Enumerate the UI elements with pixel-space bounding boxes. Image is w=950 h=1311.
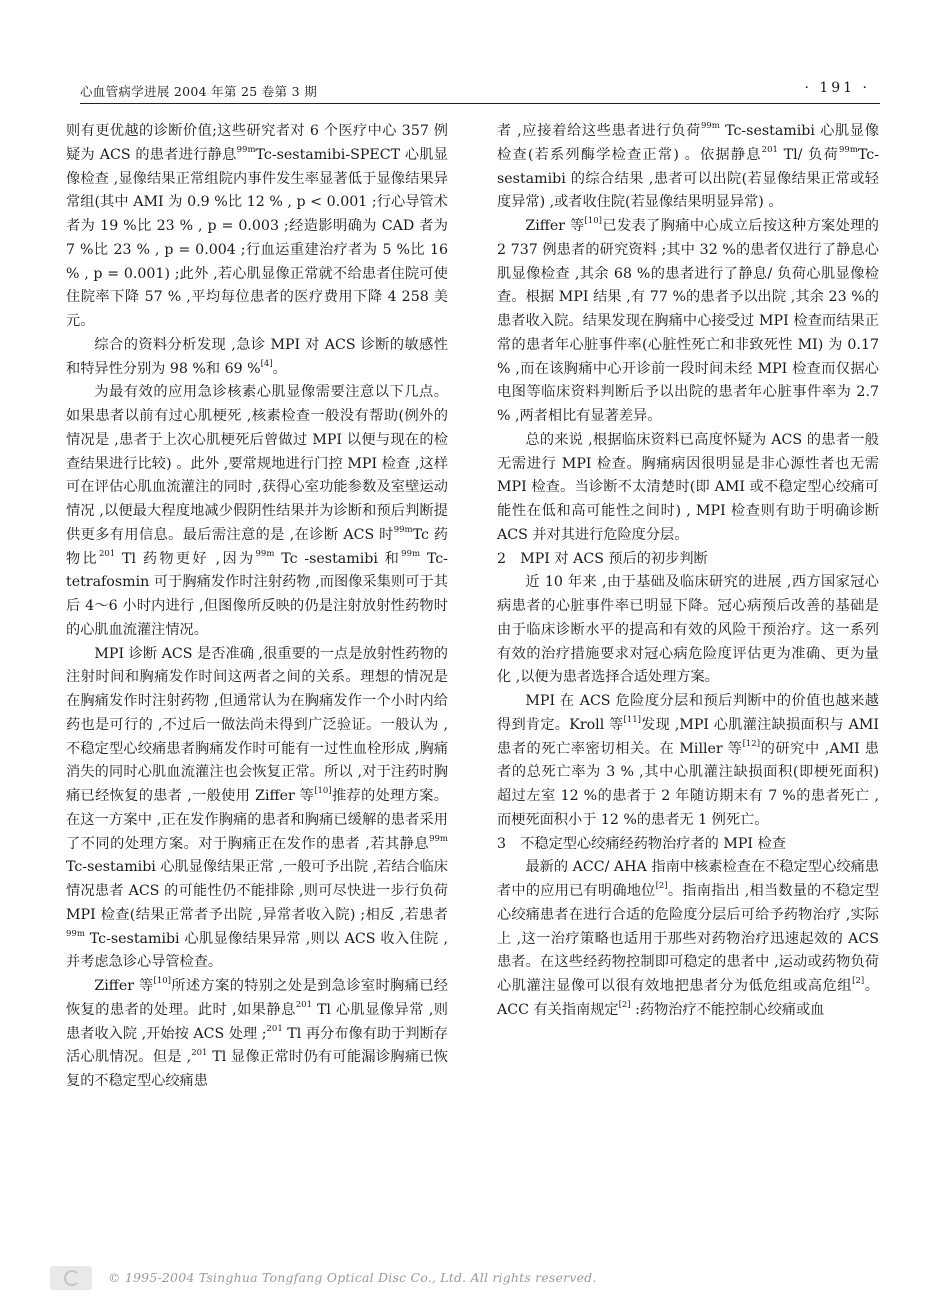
paragraph xyxy=(497,571,879,690)
text-run: 综合的资料分析发现 ,急诊 MPI 对 ACS 诊断的敏感性和特异性分别为 98 %和 69 % xyxy=(66,336,448,377)
text-run: Tc -sestamibi 和 xyxy=(274,550,402,567)
text-run: MPI 在 ACS 危险度分层和预后判断中的价值也越来越得到肯定。Kroll 等 xyxy=(497,693,879,733)
paragraph xyxy=(497,120,879,215)
journal-info: 心血管病学进展 2004 年第 25 卷第 3 期 xyxy=(80,84,318,99)
superscript: 99m xyxy=(839,145,858,156)
text-run: 的研究中 ,AMI 患者的总死亡率为 3 % ,其中心肌灌注缺损面积(即梗死面积) 超过左室 12 %的患者于 2 年随访期末有 7 %的患者死亡 ,而梗死面积小于 12 %的患者无 1 例死亡。 xyxy=(497,740,879,828)
text-run: 最新的 ACC/ AHA 指南中核素检查在不稳定型心绞痛患者中的应用已有明确地位 xyxy=(497,859,879,899)
paragraph xyxy=(66,381,448,642)
text-run: 则有更优越的诊断价值;这些研究者对 6 个医疗中心 357 例疑为 ACS 的患者进行静息 xyxy=(66,123,448,163)
section-heading xyxy=(497,833,879,857)
text-run: :药物治疗不能控制心绞痛或血 xyxy=(630,1001,825,1018)
superscript: 99m xyxy=(236,145,256,156)
text-run: 推荐的处理方案。在这一方案中 ,正在发作胸痛的患者和胸痛已缓解的患者采用了不同的处理方案。对于胸痛正在发作的患者 ,若其静息 xyxy=(66,788,448,852)
text-run: Tl 显像正常时仍有可能漏诊胸痛已恢复的不稳定型心绞痛患 xyxy=(66,1049,448,1089)
paragraph xyxy=(497,429,879,548)
cnki-logo-icon xyxy=(50,1266,92,1290)
superscript: 99m xyxy=(700,121,720,132)
right-column xyxy=(497,120,879,1023)
superscript: 99m xyxy=(429,833,448,844)
text-run: Tl 心肌显像异常 ,则患者收入院 ,开始按 ACS 处理 ; xyxy=(66,1001,448,1042)
text-run: 已发表了胸痛中心成立后按这种方案处理的 2 737 例患者的研究资料 ;其中 32 %的患者仅进行了静息心肌显像检查 ,其余 68 %的患者进行了静息/ 负荷心肌显像检查。根据 MPI 结果 ,有 77 %的患者予以出院 ,其余 23 %的患者收入院。结果发现在胸痛中心接受过 MPI 检查而结果正常的患者年心脏事件率(心脏性死亡和非致死性 MI) 为 0.17 % ,而在该胸痛中心开诊前一段时间未经 MPI 检查而仅据心电图等临床资料判断后予以出院的患者年心脏事件率为 2.7 % ,两者相比有显著差异。 xyxy=(497,218,879,424)
superscript: [10] xyxy=(314,786,332,797)
text-run: Tl/ 负荷 xyxy=(777,146,839,163)
text-run: 总的来说 ,根据临床资料已高度怀疑为 ACS 的患者一般无需进行 MPI 检查。胸痛病因很明显是非心源性者也无需 MPI 检查。当诊断不太清楚时(即 AMI 或不稳定型心绞痛可能性在低和高可能性之间时) , MPI 检查则有助于明确诊断 ACS 并对其进行危险度分层。 xyxy=(497,431,879,543)
paragraph xyxy=(66,334,448,382)
paragraph xyxy=(66,975,448,1094)
text-run: 近 10 年来 ,由于基础及临床研究的进展 ,西方国家冠心病患者的心脏事件率已明显下降。冠心病预后改善的基础是由于临床诊断水平的提高和有效的风险干预治疗。这一系列有效的治疗措施要求对冠心病危险度评估更为准确、更为量化 ,以便为患者选择合适处理方案。 xyxy=(497,574,879,686)
superscript: 201 xyxy=(191,1047,208,1058)
text-run: 。 xyxy=(272,360,287,377)
text-run: Tc-sestamibi 心肌显像结果正常 ,一般可予出院 ,若结合临床情况患者 ACS 的可能性仍不能排除 ,则可尽快进一步行负荷 MPI 检查(结果正常者予出院 ,异常者收入院) ;相反 ,若患者 xyxy=(66,859,448,923)
page-number: · 191 · xyxy=(804,80,870,96)
superscript: 201 xyxy=(295,1000,312,1011)
superscript: [2] xyxy=(852,976,865,987)
superscript: 99m xyxy=(255,548,275,559)
superscript: 99m xyxy=(401,548,421,559)
paragraph xyxy=(66,643,448,976)
text-run: Tc-sestamibi 心肌显像结果异常 ,则以 ACS 收入住院 ,并考虑急诊心导管检查。 xyxy=(66,930,448,971)
superscript: 201 xyxy=(99,548,116,559)
superscript: [12] xyxy=(742,738,761,749)
section-heading xyxy=(497,548,879,572)
superscript: [2] xyxy=(655,881,668,892)
text-run: 。ACC 有关指南规定 xyxy=(497,978,879,1018)
copyright-text: © 1995-2004 Tsinghua Tongfang Optical Disc Co., Ltd. All rights reserved. xyxy=(108,1270,597,1285)
paragraph xyxy=(66,120,448,334)
superscript: 201 xyxy=(761,145,778,156)
text-run: Ziffer 等 xyxy=(525,218,585,234)
paragraph xyxy=(497,690,879,833)
text-run: 2 MPI 对 ACS 预后的初步判断 xyxy=(497,550,708,567)
text-run: Tc-sestamibi-SPECT 心肌显像检查 ,显像结果正常组院内事件发生率显著低于显像结果异常组(其中 AMI 为 0.9 %比 12 % , p < 0.001 ;行心导管术者为 19 %比 23 % , p = 0.003 ;经造影明确为 CAD 者为 7 %比 23 % , p = 0.004 ;行血运重建治疗者为 5 %比 16 % , p = 0.001) ;此外 ,若心肌显像正常就不给患者住院可使住院率下降 57 % ,平均每位患者的医疗费用下降 4 258 美元。 xyxy=(66,146,448,329)
text-run: Tc-sestamibi 的综合结果 ,患者可以出院(若显像结果正常或轻度异常) ,或者收住院(若显像结果明显异常) 。 xyxy=(497,146,879,211)
text-run: MPI 诊断 ACS 是否准确 ,很重要的一点是放射性药物的注射时间和胸痛发作时间这两者之间的关系。理想的情况是在胸痛发作时注射药物 ,但通常认为在胸痛发作一个小时内给药也是可行的 ,不过后一做法尚未得到广泛验证。一般认为 ,不稳定型心绞痛患者胸痛发作时可能有一过性血栓形成 ,胸痛消失的同时心肌血流灌注也会恢复正常。所以 ,对于注药时胸痛已经恢复的患者 ,一般使用 Ziffer 等 xyxy=(66,645,448,804)
text-run: 3 不稳定型心绞痛经药物治疗者的 MPI 检查 xyxy=(497,835,786,852)
text-run: Tl 药物更好 ,因为 xyxy=(115,550,256,567)
text-run: Tc-sestamibi 心肌显像检查(若系列酶学检查正常) 。依据静息 xyxy=(497,123,879,163)
paragraph xyxy=(497,215,879,429)
text-run: Tl 再分布像有助于判断存活心肌情况。但是 , xyxy=(66,1025,448,1066)
text-run: Tc-tetrafosmin 可于胸痛发作时注射药物 ,而图像采集则可于其后 4～6 小时内进行 ,但图像所反映的仍是注射放射性药物时的心肌血流灌注情况。 xyxy=(66,550,448,638)
superscript: [11] xyxy=(623,715,641,726)
text-run: 者 ,应接着给这些患者进行负荷 xyxy=(497,123,701,139)
text-run: 发现 ,MPI 心肌灌注缺损面积与 AMI 患者的死亡率密切相关。在 Miller 等 xyxy=(497,716,879,757)
footer xyxy=(50,1266,900,1292)
superscript: [10] xyxy=(153,976,171,987)
superscript: [10] xyxy=(584,216,602,227)
text-run: 。指南指出 ,相当数量的不稳定型心绞痛患者在进行合适的危险度分层后可给予药物治疗 ,实际上 ,这一治疗策略也适用于那些对药物治疗迅速起效的 ACS 患者。在这些经药物控制即可稳定的患者中 ,运动或药物负荷心肌灌注显像可以很有效地把患者分为低危组或高危组 xyxy=(497,883,879,994)
text-run: 为最有效的应用急诊核素心肌显像需要注意以下几点。如果患者以前有过心肌梗死 ,核素检查一般没有帮助(例外的情况是 ,患者于上次心肌梗死后曾做过 MPI 以便与现在的检查结果进行比较) 。此外 ,要常规地进行门控 MPI 检查 ,这样可在评估心肌血流灌注的同时 ,获得心室功能参数及室壁运动情况 ,以便最大程度地减少假阴性结果并为诊断和预后判断提供更多有用信息。最后需注意的是 ,在诊断 ACS 时 xyxy=(66,384,448,543)
paragraph xyxy=(497,856,879,1022)
text-run: Tc 药物比 xyxy=(66,526,448,567)
left-column xyxy=(66,120,448,1094)
superscript: 99m xyxy=(393,525,413,536)
superscript: 99m xyxy=(66,928,85,939)
superscript: 201 xyxy=(266,1023,283,1034)
header-rule xyxy=(80,103,880,104)
superscript: [4] xyxy=(260,358,273,369)
superscript: [2] xyxy=(618,1000,631,1011)
text-run: Ziffer 等 xyxy=(94,978,154,994)
text-run: 所述方案的特别之处是到急诊室时胸痛已经恢复的患者的处理。此时 ,如果静息 xyxy=(66,978,448,1018)
